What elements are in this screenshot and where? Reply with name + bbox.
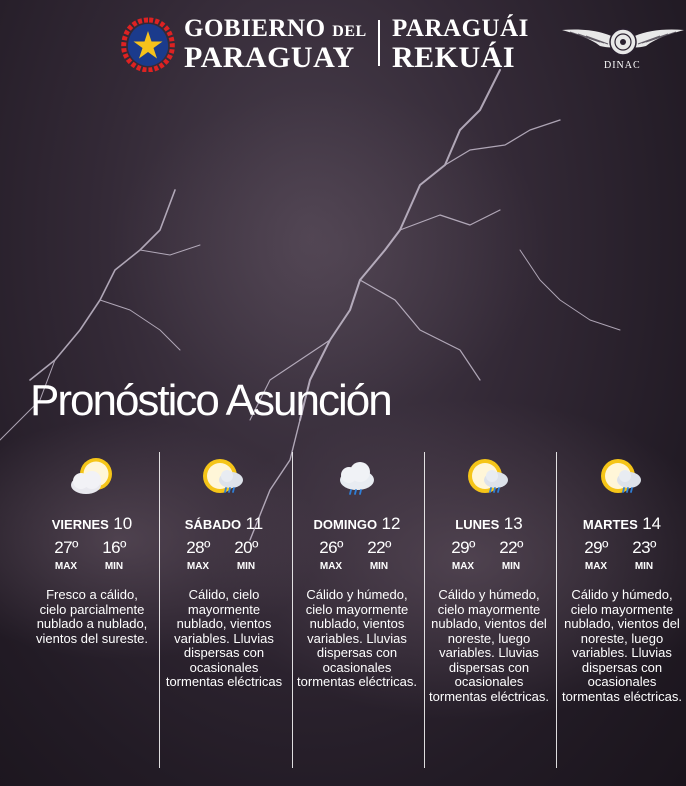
min-label: MIN xyxy=(501,561,521,572)
forecast-day-viernes xyxy=(26,452,158,768)
max-temp: 26º xyxy=(319,538,343,557)
forecast-day-lunes xyxy=(423,452,555,768)
sun-cloud-rain-icon xyxy=(198,454,248,500)
gov-line1-small: DEL xyxy=(332,23,367,40)
forecast-day-domingo xyxy=(291,452,423,768)
slogan-line2: REKUÁI xyxy=(392,41,516,74)
forecast-description: Cálido y húmedo, cielo mayormente nublado, vientos del noreste, luego variables. Lluvias dispersas con ocasionales tormentas eléctricas. xyxy=(562,587,682,704)
max-temp: 28º xyxy=(186,538,210,557)
day-name: VIERNES xyxy=(51,517,109,532)
dinac-label: DINAC xyxy=(604,60,641,71)
government-logo-text xyxy=(184,16,367,73)
day-date: 11 xyxy=(245,514,264,533)
day-date: 14 xyxy=(642,514,662,533)
cloud-rain-icon xyxy=(331,454,381,500)
day-date: 10 xyxy=(113,514,133,533)
min-label: MIN xyxy=(104,561,124,572)
max-label: MAX xyxy=(54,561,78,572)
forecast-description: Cálido y húmedo, cielo mayormente nublado, vientos variables. Lluvias dispersas con ocasionales tormentas eléctricas. xyxy=(297,587,417,689)
day-name: MARTES xyxy=(582,517,638,532)
slogan-logo-text xyxy=(392,16,529,73)
day-name: SÁBADO xyxy=(184,517,242,532)
page-title: Pronóstico Asunción xyxy=(30,376,391,425)
max-label: MAX xyxy=(451,561,475,572)
max-temp: 29º xyxy=(584,538,608,557)
day-date: 12 xyxy=(381,514,401,533)
min-temp: 23º xyxy=(632,538,656,557)
forecast-description: Fresco a cálido, cielo parcialmente nublado a nublado, vientos del sureste. xyxy=(35,587,148,646)
gov-line2: PARAGUAY xyxy=(184,41,355,74)
slogan-line1: PARAGUÁI xyxy=(392,15,529,42)
max-temp: 29º xyxy=(451,538,475,557)
min-label: MIN xyxy=(369,561,389,572)
forecast-day-sabado xyxy=(158,452,290,768)
min-temp: 22º xyxy=(499,538,523,557)
max-temp: 27º xyxy=(54,538,78,557)
paraguay-coat-of-arms-icon xyxy=(118,16,178,72)
min-temp: 20º xyxy=(234,538,258,557)
sun-cloud-rain-icon xyxy=(463,454,513,500)
max-label: MAX xyxy=(186,561,210,572)
header-divider xyxy=(378,20,380,66)
max-label: MAX xyxy=(584,561,608,572)
partly-cloudy-icon xyxy=(66,454,116,500)
max-label: MAX xyxy=(319,561,343,572)
forecast-description: Cálido, cielo mayormente nublado, vientos variables. Lluvias dispersas con ocasionales tormentas eléctricas xyxy=(165,587,283,689)
min-label: MIN xyxy=(634,561,654,572)
forecast-day-martes xyxy=(556,452,686,768)
gov-line1: GOBIERNO xyxy=(184,15,326,42)
day-name: LUNES xyxy=(455,517,500,532)
forecast-days xyxy=(26,452,686,768)
day-name: DOMINGO xyxy=(313,517,378,532)
min-temp: 16º xyxy=(102,538,126,557)
day-date: 13 xyxy=(503,514,523,533)
min-label: MIN xyxy=(236,561,256,572)
sun-cloud-rain-icon xyxy=(596,454,646,500)
min-temp: 22º xyxy=(367,538,391,557)
forecast-description: Cálido y húmedo, cielo mayormente nublado, vientos del noreste, luego variables. Lluvias dispersas con ocasionales tormentas eléctricas. xyxy=(429,587,549,704)
